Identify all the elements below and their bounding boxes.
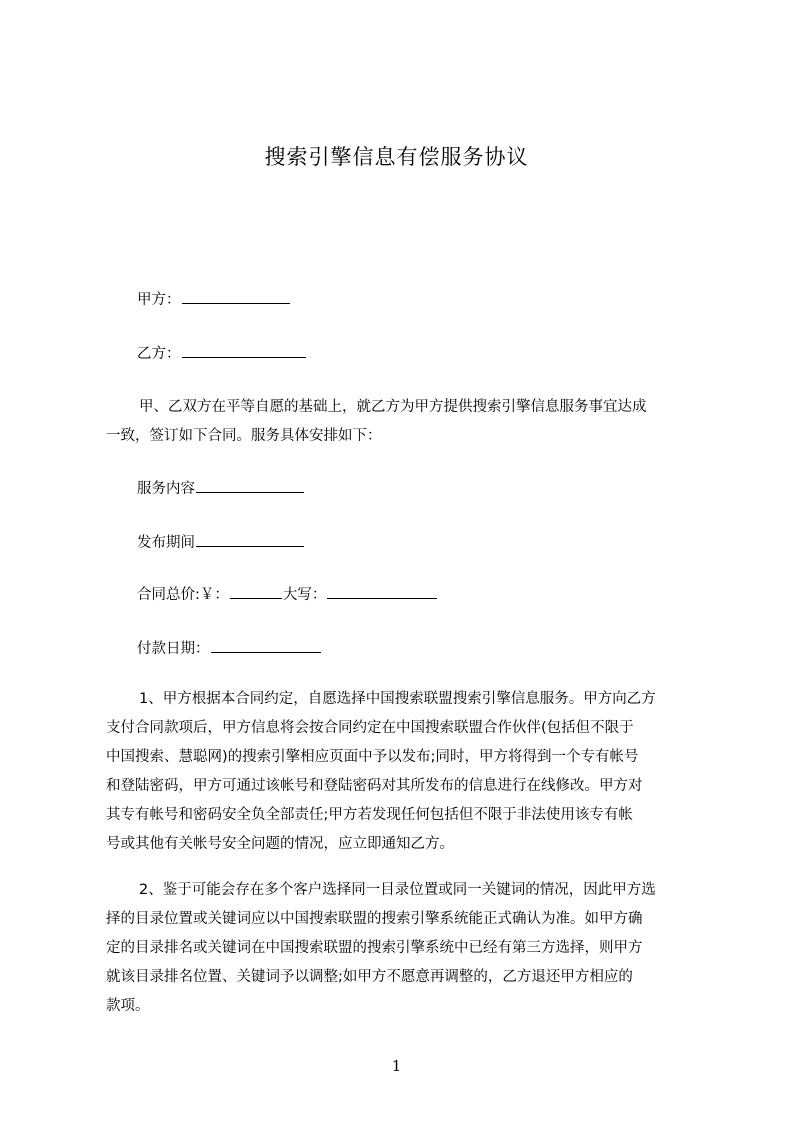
clause-2-paragraph bbox=[106, 876, 696, 1021]
page-number: 1 bbox=[391, 1057, 402, 1075]
publish-period-field bbox=[137, 532, 305, 553]
payment-date-label: 付款日期： bbox=[137, 641, 210, 657]
document-title: 搜索引擎信息有偿服务协议 bbox=[264, 145, 529, 169]
party-b-field bbox=[137, 343, 307, 364]
clause-1-line: 支付合同款项后，甲方信息将会按合同约定在中国搜索联盟合作伙伴(包括但不限于 bbox=[106, 720, 634, 736]
service-content-blank bbox=[196, 478, 304, 493]
party-a-label: 甲方： bbox=[137, 292, 181, 308]
clause-2-line: 就该目录排名位置、关键词予以调整;如甲方不愿意再调整的，乙方退还甲方相应的 bbox=[106, 969, 633, 985]
publish-period-blank bbox=[196, 532, 304, 547]
party-b-label: 乙方： bbox=[137, 346, 181, 362]
party-b-blank bbox=[182, 343, 306, 358]
uppercase-label: 大写： bbox=[282, 587, 327, 603]
total-price-label: 合同总价:￥： bbox=[137, 587, 229, 603]
clause-1-line: 其专有帐号和密码安全负全部责任;甲方若发现任何包括但不限于非法使用该专有帐 bbox=[106, 807, 633, 823]
clause-1-line: 和登陆密码，甲方可通过该帐号和登陆密码对其所发布的信息进行在线修改。甲方对 bbox=[106, 778, 643, 794]
clause-1-paragraph bbox=[106, 685, 696, 859]
clause-2-line: 2、鉴于可能会存在多个客户选择同一目录位置或同一关键词的情况，因此甲方选 bbox=[139, 882, 656, 898]
publish-period-label: 发布期间 bbox=[137, 535, 195, 551]
clause-1-line: 号或其他有关帐号安全问题的情况，应立即通知乙方。 bbox=[106, 836, 454, 852]
party-a-field bbox=[137, 289, 291, 310]
service-content-label: 服务内容 bbox=[137, 481, 195, 497]
clause-2-line: 款项。 bbox=[106, 998, 150, 1014]
payment-date-blank bbox=[211, 638, 321, 653]
payment-date-field bbox=[137, 638, 322, 659]
clause-1-line: 中国搜索、慧聪网)的搜索引擎相应页面中予以发布;同时，甲方将得到一个专有帐号 bbox=[106, 749, 639, 765]
intro-line: 一致，签订如下合同。服务具体安排如下： bbox=[106, 428, 382, 444]
clause-1-line: 1、甲方根据本合同约定，自愿选择中国搜索联盟搜索引擎信息服务。甲方向乙方 bbox=[139, 691, 656, 707]
intro-paragraph bbox=[106, 393, 696, 451]
service-content-field bbox=[137, 478, 305, 499]
party-a-blank bbox=[182, 289, 290, 304]
clause-2-line: 择的目录位置或关键词应以中国搜索联盟的搜索引擎系统能正式确认为准。如甲方确 bbox=[106, 911, 643, 927]
total-price-blank bbox=[230, 584, 282, 599]
clause-2-line: 定的目录排名或关键词在中国搜索联盟的搜索引擎系统中已经有第三方选择，则甲方 bbox=[106, 940, 643, 956]
uppercase-blank bbox=[327, 584, 437, 599]
intro-line: 甲、乙双方在平等自愿的基础上，就乙方为甲方提供搜索引擎信息服务事宜达成 bbox=[139, 399, 647, 415]
total-price-field bbox=[137, 584, 438, 605]
